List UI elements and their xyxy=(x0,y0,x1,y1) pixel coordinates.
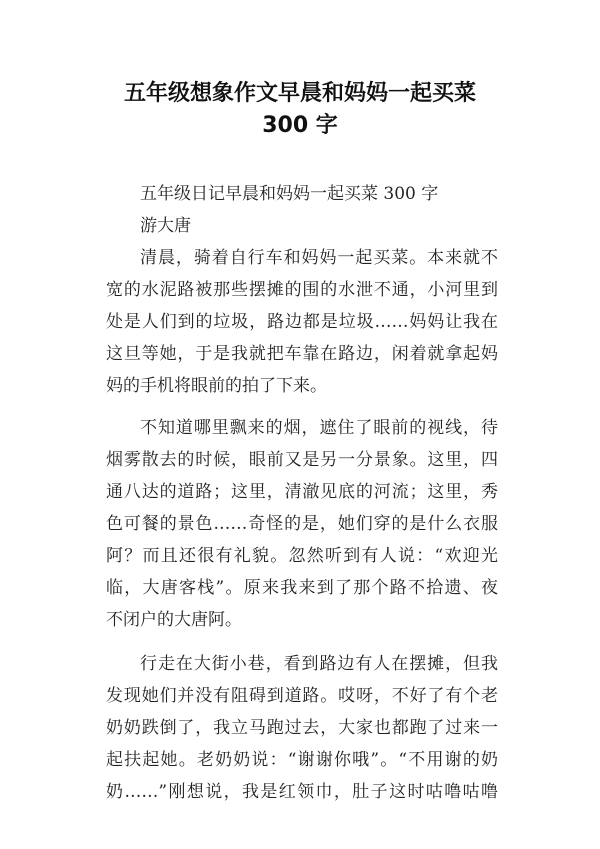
paragraph-line: 奶……”刚想说，我是红领巾，肚子这时咕噜咕噜 xyxy=(106,782,498,802)
paragraph-line: 宽的水泥路被那些摆摊的围的水泄不通，小河里到 xyxy=(106,280,498,300)
paragraph-line: 通八达的道路；这里，清澈见底的河流；这里，秀 xyxy=(106,482,498,502)
paragraph-line: 不闭户的大唐阿。 xyxy=(106,610,242,630)
paragraph-line: 妈的手机将眼前的拍了下来。 xyxy=(106,376,327,396)
paragraph-line: 奶奶跌倒了，我立马跑过去，大家也都跑了过来一 xyxy=(106,718,498,738)
paragraph-line: 起扶起她。老奶奶说：“谢谢你哦”。“不用谢的奶 xyxy=(106,750,498,770)
author: 游大唐 xyxy=(140,216,191,236)
paragraph-line: 处是人们到的垃圾，路边都是垃圾……妈妈让我在 xyxy=(106,312,498,332)
paragraph-line: 这旦等她，于是我就把车靠在路边，闲着就拿起妈 xyxy=(106,344,498,364)
paragraph-line: 清晨，骑着自行车和妈妈一起买菜。本来就不 xyxy=(140,248,498,268)
subtitle: 五年级日记早晨和妈妈一起买菜 300 字 xyxy=(140,184,439,204)
document-title-continued: 300 字 xyxy=(262,113,338,138)
paragraph-line: 发现她们并没有阻碍到道路。哎呀，不好了有个老 xyxy=(106,686,498,706)
paragraph-line: 烟雾散去的时候，眼前又是另一分景象。这里，四 xyxy=(106,450,498,470)
paragraph-line: 行走在大街小巷，看到路边有人在摆摊，但我 xyxy=(140,654,498,674)
paragraph-line: 阿？而且还很有礼貌。忽然听到有人说：“欢迎光 xyxy=(106,546,498,566)
paragraph-line: 不知道哪里飘来的烟，遮住了眼前的视线，待 xyxy=(140,418,498,438)
paragraph-line: 临，大唐客栈”。原来我来到了那个路不拾遗、夜 xyxy=(106,578,498,598)
document-title: 五年级想象作文早晨和妈妈一起买菜 xyxy=(123,81,476,106)
paragraph-line: 色可餐的景色……奇怪的是，她们穿的是什么衣服 xyxy=(106,514,498,534)
